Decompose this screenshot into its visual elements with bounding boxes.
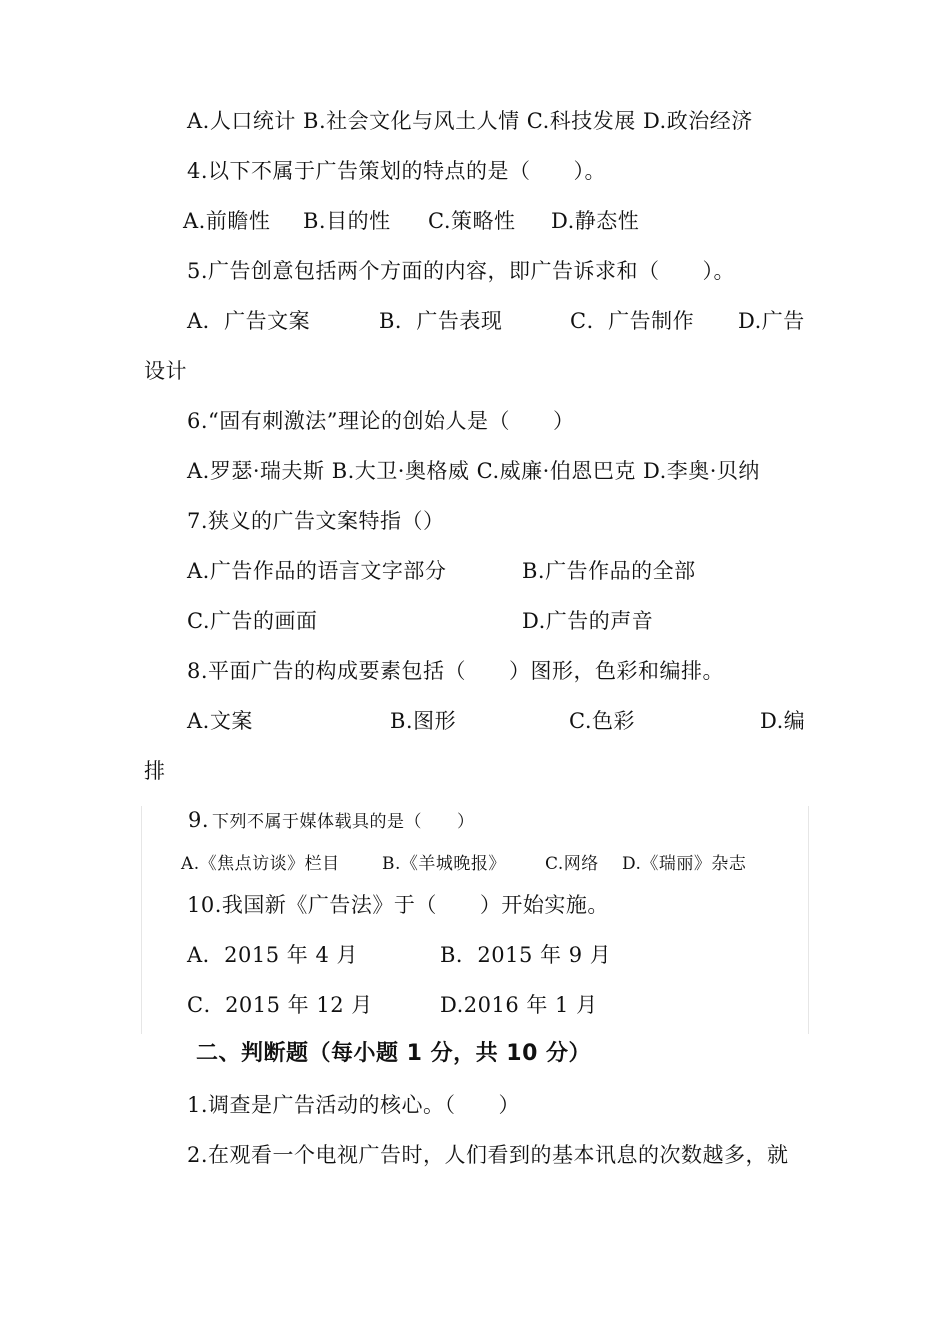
section-heading-true-false: 二、判断题（每小题 1 分，共 10 分） <box>196 1041 592 1066</box>
q4-option-a: A.前瞻性 <box>183 209 271 233</box>
q7-option-c: C.广告的画面 <box>187 609 318 633</box>
box-right-border <box>808 806 809 1034</box>
q5-option-c: C．广告制作 <box>570 309 695 333</box>
q5-option-b: B．广告表现 <box>379 309 503 333</box>
question-5: 5.广告创意包括两个方面的内容，即广告诉求和（ ）。 <box>187 259 736 283</box>
q8-option-a: A.文案 <box>187 709 253 733</box>
question-8: 8.平面广告的构成要素包括（ ）图形，色彩和编排。 <box>187 659 725 683</box>
q5-option-a: A．广告文案 <box>187 309 311 333</box>
q8-option-d: D.编 <box>760 709 806 733</box>
q7-option-a: A.广告作品的语言文字部分 <box>187 559 447 583</box>
q4-option-c: C.策略性 <box>428 209 516 233</box>
q5-option-d: D.广告 <box>738 309 805 333</box>
q4-option-d: D.静态性 <box>551 209 640 233</box>
question-4: 4.以下不属于广告策划的特点的是（ ）。 <box>187 159 607 183</box>
box-left-border <box>141 806 142 1034</box>
q8-option-c: C.色彩 <box>569 709 635 733</box>
q10-option-b: B．2015 年 9 月 <box>440 943 612 967</box>
q8-option-b: B.图形 <box>390 709 457 733</box>
q9-option-b: B.《羊城晚报》 <box>382 854 506 874</box>
q9-option-c: C.网络 <box>545 854 599 874</box>
q8-option-d-wrap: 排 <box>144 759 166 783</box>
q7-option-b: B.广告作品的全部 <box>522 559 696 583</box>
question-6: 6.“固有刺激法”理论的创始人是（ ） <box>187 409 575 433</box>
q3-options: A.人口统计 B.社会文化与风土人情 C.科技发展 D.政治经济 <box>187 109 753 133</box>
q10-option-a: A．2015 年 4 月 <box>187 943 358 967</box>
q4-option-b: B.目的性 <box>303 209 391 233</box>
q6-options: A.罗瑟·瑞夫斯 B.大卫·奥格威 C.威廉·伯恩巴克 D.李奥·贝纳 <box>187 459 760 483</box>
question-10: 10.我国新《广告法》于（ ）开始实施。 <box>187 893 609 917</box>
q10-option-c: C．2015 年 12 月 <box>187 993 373 1017</box>
question-9-number: 9. <box>188 808 210 832</box>
q7-option-d: D.广告的声音 <box>522 609 654 633</box>
question-7: 7.狭义的广告文案特指（） <box>187 509 445 533</box>
q10-option-d: D.2016 年 1 月 <box>440 993 598 1017</box>
judgment-1: 1.调查是广告活动的核心。（ ） <box>187 1093 521 1117</box>
q5-option-d-wrap: 设计 <box>144 359 187 383</box>
judgment-2: 2.在观看一个电视广告时，人们看到的基本讯息的次数越多，就 <box>187 1143 789 1167</box>
q9-option-a: A.《焦点访谈》栏目 <box>181 854 340 874</box>
question-9: 下列不属于媒体载具的是（ ） <box>212 812 475 832</box>
q9-option-d: D.《瑞丽》杂志 <box>622 854 747 874</box>
